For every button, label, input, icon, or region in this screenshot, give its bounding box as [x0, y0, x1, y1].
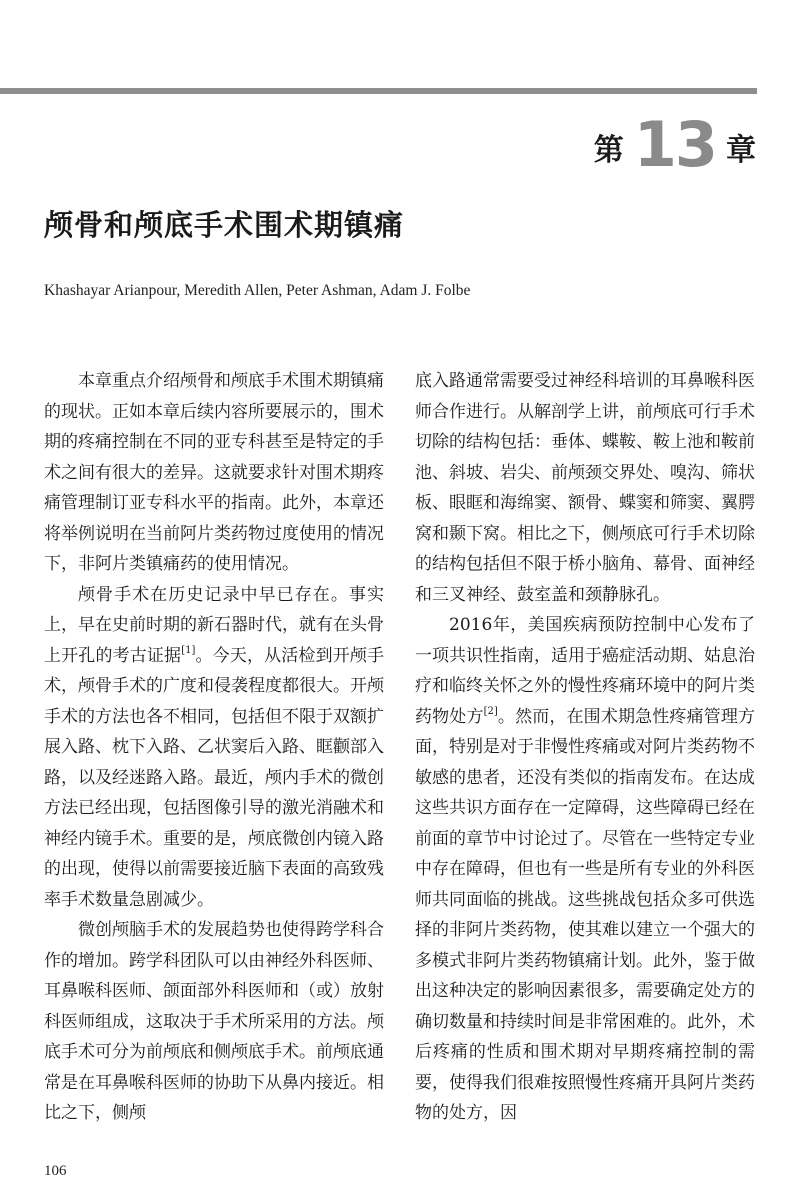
- chapter-prefix: 第: [593, 133, 624, 168]
- paragraph-text: 。然而，在围术期急性疼痛管理方面，特别是对于非慢性疼痛或对阿片类药物不敏感的患者，还没有类似的指南发布。在达成这些共识方面存在一定障碍，这些障碍已经在前面的章节中讨论过了。尽管在一些特定专业中存在障碍，但也有一些是所有专业的外科医师共同面临的挑战。这些挑战包括众多可供选择的非阿片类药物，使其难以建立一个强大的多模式非阿片类药物镇痛计划。此外，鉴于做出这种决定的影响因素很多，需要确定处方的确切数量和持续时间是非常困难的。此外，术后疼痛的性质和围术期对早期疼痛控制的需要，使得我们很难按照慢性疼痛开具阿片类药物的处方，因: [415, 706, 756, 1123]
- chapter-heading: [593, 108, 756, 181]
- chapter-suffix: 章: [726, 133, 756, 168]
- citation-ref: [2]: [483, 705, 498, 717]
- author-list: Khashayar Arianpour, Meredith Allen, Peter Ashman, Adam J. Folbe: [44, 282, 471, 299]
- paragraph: [415, 610, 755, 1129]
- left-column: [44, 366, 384, 1129]
- paragraph: [44, 580, 384, 916]
- chapter-number: 13: [633, 108, 716, 181]
- paragraph-text: 。今天，从活检到开颅手术，颅骨手术的广度和侵袭程度都很大。开颅手术的方法也各不相同，包括但不限于双额扩展入路、枕下入路、乙状窦后入路、眶颧部入路，以及经迷路入路。最近，颅内手术的微创方法已经出现，包括图像引导的激光消融术和神经内镜手术。重要的是，颅底微创内镜入路的出现，使得以前需要接近脑下表面的高致残率手术数量急剧减少。: [44, 645, 385, 910]
- paragraph: 本章重点介绍颅骨和颅底手术围术期镇痛的现状。正如本章后续内容所要展示的，围术期的疼痛控制在不同的亚专科甚至是特定的手术之间有很大的差异。这就要求针对围术期疼痛管理制订亚专科水平的指南。此外，本章还将举例说明在当前阿片类药物过度使用的情况下，非阿片类镇痛药的使用情况。: [44, 371, 384, 574]
- page-number: 106: [44, 1163, 67, 1179]
- right-column: [415, 366, 755, 1129]
- paragraph: 微创颅脑手术的发展趋势也使得跨学科合作的增加。跨学科团队可以由神经外科医师、耳鼻喉科医师、颌面部外科医师和（或）放射科医师组成，这取决于手术所采用的方法。颅底手术可分为前颅底和侧颅底手术。前颅底通常是在耳鼻喉科医师的协助下从鼻内接近。相比之下，侧颅: [44, 920, 384, 1123]
- chapter-title: 颅骨和颅底手术围术期镇痛: [44, 208, 405, 242]
- paragraph-text: 2016年，美国疾病预防控制中心发布了一项共识性指南，适用于癌症活动期、姑息治疗和临终关怀之外的慢性疼痛环境中的阿片类药物处方: [415, 615, 755, 727]
- header-rule: [0, 88, 757, 94]
- paragraph-text: 颅骨手术在历史记录中早已存在。事实上，早在史前时期的新石器时代，就有在头骨上开孔的考古证据: [44, 584, 384, 666]
- citation-ref: [1]: [181, 644, 196, 656]
- paragraph-continued: 底入路通常需要受过神经科培训的耳鼻喉科医师合作进行。从解剖学上讲，前颅底可行手术切除的结构包括：垂体、蝶鞍、鞍上池和鞍前池、斜坡、岩尖、前颅颈交界处、嗅沟、筛状板、眼眶和海绵窦、额骨、蝶窦和筛窦、翼腭窝和颞下窝。相比之下，侧颅底可行手术切除的结构包括但不限于桥小脑角、幕骨、面神经和三叉神经、鼓室盖和颈静脉孔。: [415, 371, 755, 605]
